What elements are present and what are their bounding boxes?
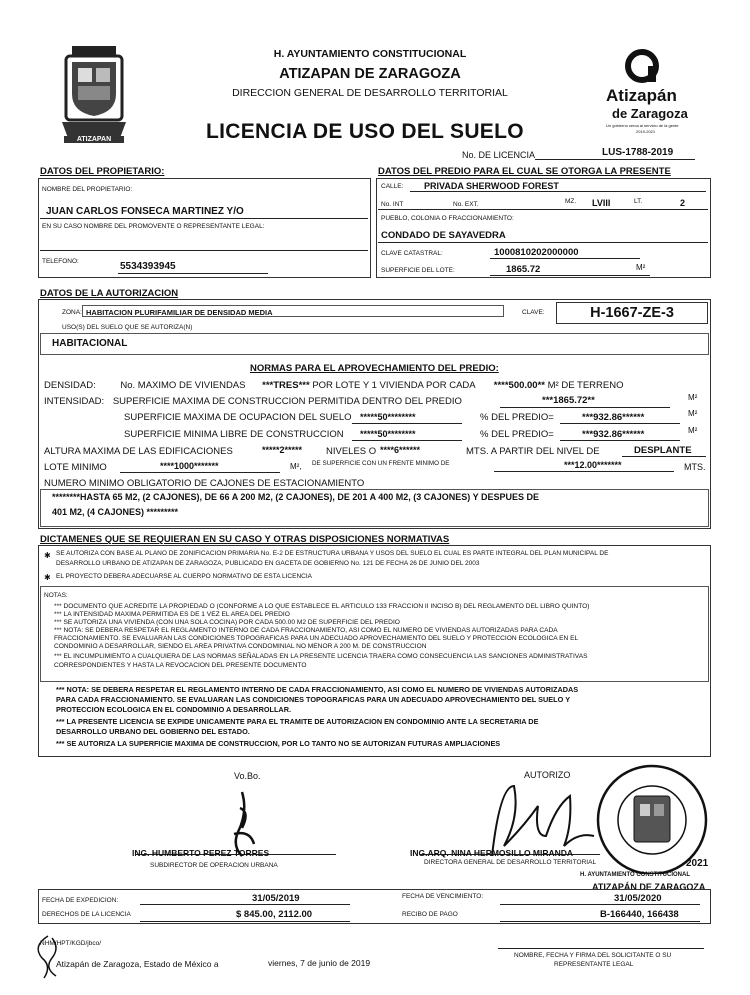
notes-label: NOTAS: [44, 592, 68, 599]
autorizo-label: AUTORIZO [524, 770, 571, 780]
note-4: *** NOTA: SE DEBERA RESPETAR EL REGLAMENTO INTERNO DE CADA FRACCIONAMIENTO, ASI COMO EL NUMERO DE VIVIENDAS AUTORIZADAS PARA CADA [54, 627, 558, 634]
free-pct: *****50******** [360, 429, 416, 439]
phone-value: 5534393945 [120, 261, 176, 272]
note2-4: *** LA PRESENTE LICENCIA SE EXPIDE UNICAMENTE PARA EL TRAMITE DE AUTORIZACION EN CONDOMINIO ANTE LA SECRETARIA DE [56, 717, 539, 726]
height-levels: *****2***** [262, 445, 303, 455]
fees-label: DERECHOS DE LA LICENCIA [42, 911, 131, 918]
note2-3: PROTECCION ECOLOGICA EN EL CONDOMINIO A DESARROLLAR. [56, 705, 291, 714]
note2-6: *** SE AUTORIZA LA SUPERFICIE MAXIMA DE CONSTRUCCION, POR LO TANTO NO SE AUTORIZAN FUTURAS AMPLIACIONES [56, 739, 501, 748]
free-label: SUPERFICIE MINIMA LIBRE DE CONSTRUCCION [124, 429, 344, 440]
free-pct-label: % DEL PREDIO= [480, 429, 554, 440]
lt-label: LT. [634, 198, 643, 205]
receipt-label: RECIBO DE PAGO [402, 911, 458, 918]
applicant-label2: REPRESENTANTE LEGAL [554, 961, 634, 968]
construction-label: SUPERFICIE MAXIMA DE CONSTRUCCION PERMITIDA DENTRO DEL PREDIO [112, 396, 462, 407]
lot-value: ****1000******* [160, 461, 219, 471]
owner-name-label: NOMBRE DEL PROPIETARIO: [42, 186, 133, 193]
height-label: ALTURA MAXIMA DE LAS EDIFICACIONES [44, 446, 233, 457]
cadastral-label: CLAVE CATASTRAL: [381, 250, 443, 257]
key-label: CLAVE: [522, 309, 545, 316]
street-label: CALLE: [381, 183, 404, 190]
zone-label: ZONA: [62, 309, 82, 316]
front-value: ***12.00******* [564, 460, 622, 470]
density-area: ****500.00** [493, 380, 545, 391]
property-box [376, 178, 711, 278]
use-value: HABITACIONAL [52, 338, 128, 349]
issue-label: FECHA DE EXPEDICION: [42, 897, 119, 904]
header-line1: H. AYUNTAMIENTO CONSTITUCIONAL [273, 48, 467, 60]
owner-section-title: DATOS DEL PROPIETARIO: [40, 166, 165, 177]
key-value: H-1667-ZE-3 [590, 305, 674, 321]
applicant-label1: NOMBRE, FECHA Y FIRMA DEL SOLICITANTE O SU [514, 952, 672, 959]
density-unit: M² DE TERRENO [547, 380, 624, 391]
left-signer-title: SUBDIRECTOR DE OPERACION URBANA [150, 862, 278, 869]
atizapan-logo-icon [624, 48, 660, 84]
note-7: *** EL INCUMPLIMIENTO A CUALQUIERA DE LAS NORMAS SEÑALADAS EN LA PRESENTE LICENCIA TRAERA COMO CONSECUENCIA LAS SANCIONES ADMINISTRATIVAS [54, 653, 588, 660]
intensity-label: INTENSIDAD: [44, 396, 105, 407]
logo-years: 2019-2021 [636, 129, 656, 134]
zone-value: HABITACION PLURIFAMILIAR DE DENSIDAD MEDIA [86, 308, 273, 317]
norms-title: NORMAS PARA EL APROVECHAMIENTO DEL PREDIO: [250, 363, 499, 374]
colony-label: PUEBLO, COLONIA O FRACCIONAMIENTO: [381, 215, 514, 222]
note-6: CONDOMINIO A DESARROLLAR, SIENDO EL AREA PRIVATIVA CONDOMINIAL NO MENOR A 200 M. DE CONSTRUCCION [54, 643, 427, 650]
municipal-shield-logo [58, 44, 130, 148]
density-text1: No. MAXIMO DE VIVIENDAS [120, 380, 246, 391]
ruling-item2: EL PROYECTO DEBERA ADECUARSE AL CUERPO NORMATIVO DE ESTA LICENCIA [56, 573, 312, 580]
front-unit: MTS. [684, 462, 706, 472]
vobo-label: Vo.Bo. [234, 771, 261, 781]
note2-2: PARA CADA FRACCIONAMIENTO. SE EVALUARAN LAS CONDICIONES TOPOGRAFICAS PARA UN ADECUADO APROVECHAMIENTO DEL SUELO Y [56, 695, 571, 704]
promoter-label: EN SU CASO NOMBRE DEL PROMOVENTE O REPRESENTANTE LEGAL: [42, 223, 265, 230]
street-value: PRIVADA SHERWOOD FOREST [424, 181, 559, 191]
lot-label: LOTE MINIMO [44, 462, 107, 473]
logo-name1: Atizapán [606, 86, 677, 105]
construction-unit: M² [688, 393, 698, 402]
note-2: *** LA INTENSIDAD MAXIMA PERMITIDA ES DE 1 VEZ EL AREA DEL PREDIO [54, 611, 290, 618]
note-3: *** SE AUTORIZA UNA VIVIENDA (CON UNA SOLA COCINA) POR CADA 500.00 M2 DE SUPERFICIE DEL PREDIO [54, 619, 400, 626]
place-text: Atizapán de Zaragoza, Estado de México a [56, 959, 219, 969]
lt-value: 2 [680, 198, 686, 208]
mz-label: MZ. [565, 198, 577, 205]
occupation-pct-label: % DEL PREDIO= [480, 412, 554, 423]
free-value: ***932.86****** [582, 429, 645, 440]
license-label: No. DE LICENCIA [462, 150, 536, 160]
levels-label: NIVELES O [326, 446, 377, 457]
occupation-value: ***932.86****** [582, 412, 645, 423]
note-5: FRACCIONAMIENTO. SE EVALUARAN LAS CONDICIONES TOPOGRAFICAS PARA UN ADECUADO APROVECHAMIENTO DEL SUELO Y PROTECCION ECOLOGICA EN EL [54, 635, 579, 642]
use-label: USO(S) DEL SUELO QUE SE AUTORIZA(N) [62, 324, 193, 331]
meters-label: MTS. A PARTIR DEL NIVEL DE [466, 446, 600, 457]
density-value: ***TRES*** [262, 380, 310, 391]
right-signer-name: ING.ARQ. NINA HERMOSILLO MIRANDA [410, 848, 574, 858]
header-line2: ATIZAPAN DE ZARAGOZA [279, 66, 461, 82]
rulings-section-title: DICTAMENES QUE SE REQUIERAN EN SU CASO Y OTRAS DISPOSICIONES NORMATIVAS [40, 534, 450, 545]
document-title: LICENCIA DE USO DEL SUELO [206, 120, 524, 143]
parking-line1: ********HASTA 65 M2, (2 CAJONES), DE 66 A 200 M2, (2 CAJONES), DE 201 A 400 M2, (3 CAJONES) Y DESPUES DE [52, 492, 539, 502]
ruling-item1a: SE AUTORIZA CON BASE AL PLANO DE ZONIFICACION PRIMARIA No. E-2 DE ESTRUCTURA URBANA Y USOS DEL SUELO EL CUAL ES PARTE INTEGRAL DEL PLAN MUNICIPAL DE [56, 550, 609, 557]
seal-year: 2021 [686, 858, 709, 869]
owner-name: JUAN CARLOS FONSECA MARTINEZ Y/O [46, 206, 244, 217]
property-section-title: DATOS DEL PREDIO PARA EL CUAL SE OTORGA LA PRESENTE [378, 166, 671, 177]
authorization-section-title: DATOS DE LA AUTORIZACION [40, 288, 179, 299]
receipt-value: B-166440, 166438 [600, 909, 679, 920]
phone-label: TELEFONO: [42, 258, 79, 265]
note-1: *** DOCUMENTO QUE ACREDITE LA PROPIEDAD O (CONFORME A LO QUE ESTABLECE EL ARTICULO 133 FRACCION II INCISO B) DEL REGLAMENTO DEL LIBRO QUINTO) [54, 603, 590, 610]
header-line3: DIRECCION GENERAL DE DESARROLLO TERRITORIAL [232, 87, 508, 99]
logo-name2: de Zaragoza [612, 106, 688, 121]
right-signer-title: DIRECTORA GENERAL DE DESARROLLO TERRITORIAL [424, 859, 597, 866]
left-signer-name: ING. HUMBERTO PEREZ TORRES [132, 848, 270, 858]
cadastral-value: 1000810202000000 [494, 247, 579, 258]
license-number: LUS-1788-2019 [602, 147, 674, 158]
level-ref: DESPLANTE [634, 445, 692, 456]
parking-line2: 401 M2, (4 CAJONES) ********* [52, 507, 179, 517]
shield-caption: ATIZAPAN [64, 136, 124, 143]
area-value: 1865.72 [506, 264, 541, 275]
note2-5: DESARROLLO URBANO DEL GOBIERNO DEL ESTADO. [56, 727, 250, 736]
parking-label: NUMERO MINIMO OBLIGATORIO DE CAJONES DE ESTACIONAMIENTO [44, 478, 365, 489]
note2-1: *** NOTA: SE DEBERA RESPETAR EL REGLAMENTO INTERNO DE CADA FRACCIONAMIENTO, ASI COMO EL NUMERO DE VIVIENDAS AUTORIZADAS [56, 685, 579, 694]
seal-org1: H. AYUNTAMIENTO CONSTITUCIONAL [580, 872, 691, 878]
area-unit: M² [636, 263, 646, 272]
logo-tagline: Un gobierno cerca al servicio de la gente [606, 123, 679, 128]
due-date: 31/05/2020 [614, 893, 662, 904]
colony-value: CONDADO DE SAYAVEDRA [381, 230, 506, 241]
lot-unit: M², [290, 462, 302, 471]
initials: NHM/HPT/KGD/jbco/ [40, 940, 102, 947]
height-meters: ****6****** [380, 445, 421, 455]
occupation-pct: *****50******** [360, 412, 416, 422]
ext-label: No. EXT. [453, 201, 479, 208]
front-label: DE SUPERFICIE CON UN FRENTE MINIMO DE [312, 460, 450, 467]
density-label: DENSIDAD: [44, 380, 96, 391]
date-text: viernes, 7 de junio de 2019 [268, 958, 371, 968]
ruling-item1b: DESARROLLO URBANO DE ATIZAPAN DE ZARAGOZA, PUBLICADO EN GACETA DE GOBIERNO No. 121 DE FECHA 26 DE JUNIO DEL 2003 [56, 560, 480, 567]
issue-date: 31/05/2019 [252, 893, 300, 904]
fees-value: $ 845.00, 2112.00 [236, 909, 313, 920]
int-label: No. INT [381, 201, 404, 208]
occupation-unit: M² [688, 409, 698, 418]
note-8: CORRESPONDIENTES Y HASTA LA REVOCACION DEL PRESENTE DOCUMENTO [54, 662, 307, 669]
free-unit: M² [688, 426, 698, 435]
seal-org2: ATIZAPÁN DE ZARAGOZA [592, 882, 706, 892]
density-text2: POR LOTE Y 1 VIVIENDA POR CADA [312, 380, 476, 391]
occupation-label: SUPERFICIE MAXIMA DE OCUPACION DEL SUELO [124, 412, 352, 423]
construction-value: ***1865.72** [542, 395, 595, 406]
area-label: SUPERFICIE DEL LOTE: [381, 267, 455, 274]
mz-value: LVIII [592, 198, 611, 208]
due-label: FECHA DE VENCIMIENTO: [402, 893, 484, 900]
